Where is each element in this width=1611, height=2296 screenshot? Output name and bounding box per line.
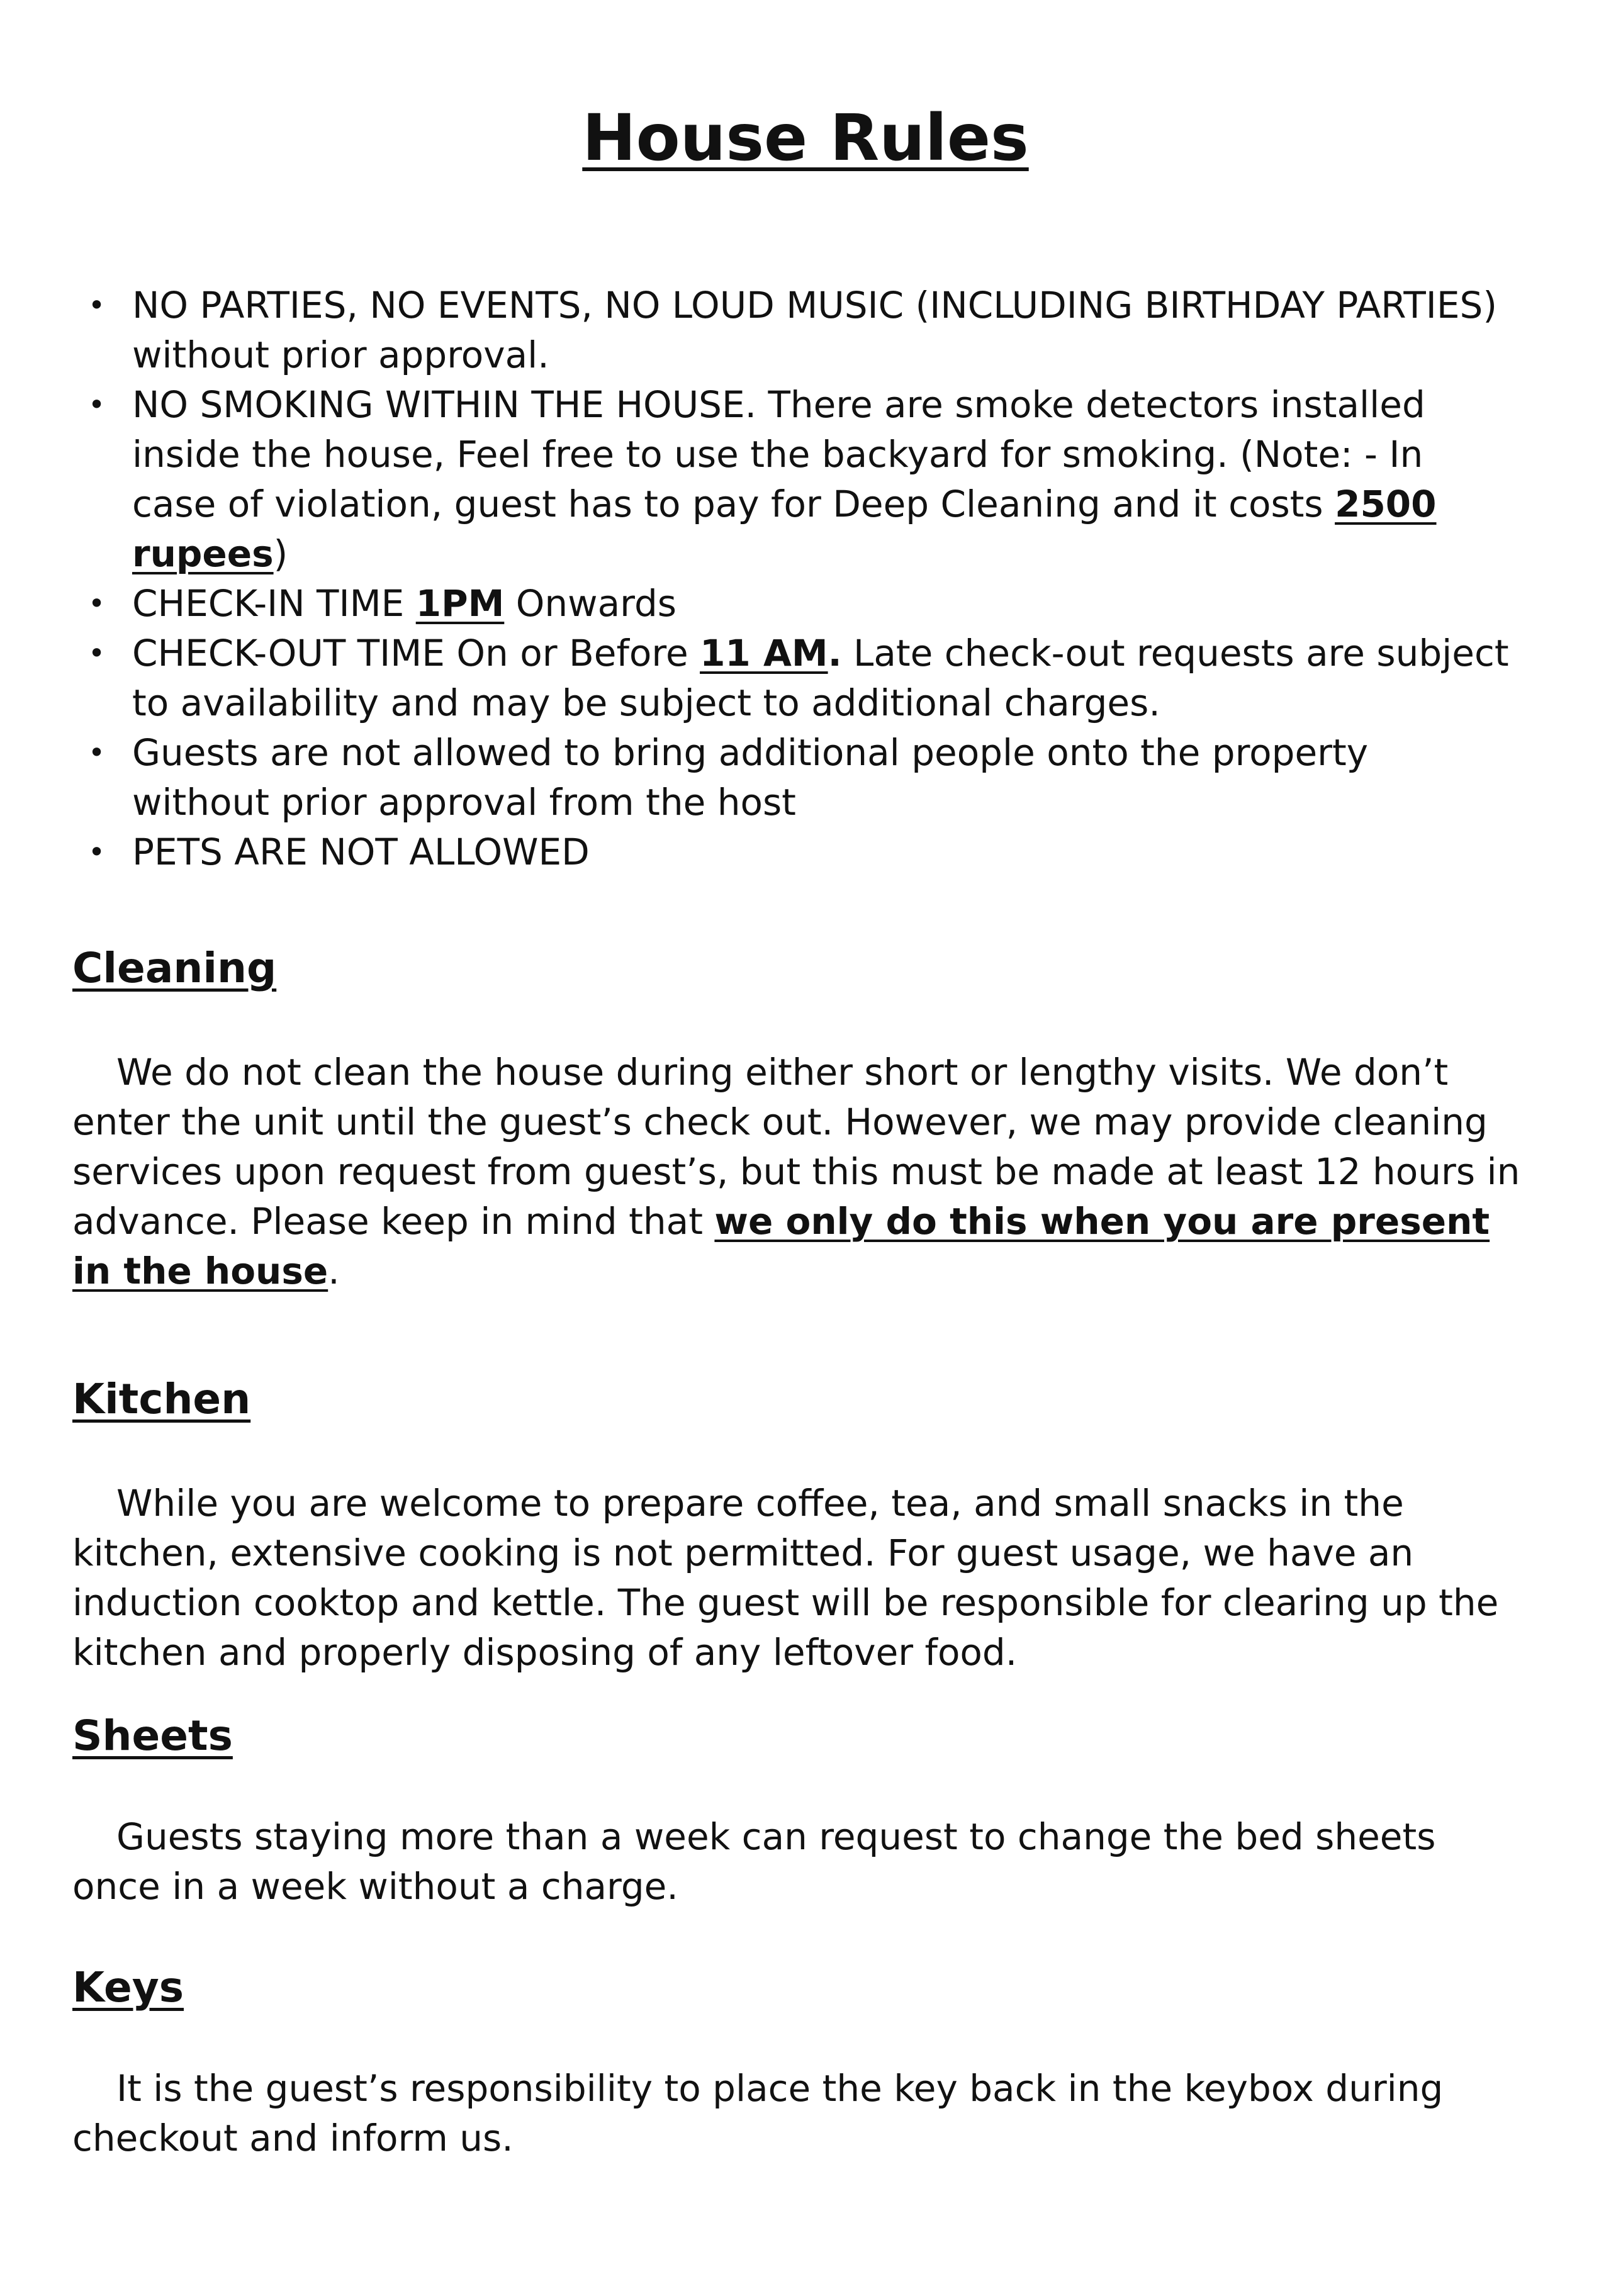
sheets-heading: Sheets	[72, 1711, 233, 1760]
rule-item	[88, 629, 1510, 728]
rule-text: CHECK-OUT TIME On or Before	[132, 632, 700, 675]
rule-text: PETS ARE NOT ALLOWED	[132, 831, 590, 873]
rule-text: NO SMOKING WITHIN THE HOUSE. There are smoke detectors installed inside the house, Feel free to use the backyard for smoking. (Note: - In case of violation, guest has to pay for Deep Cleaning and it costs	[132, 383, 1425, 525]
cleaning-paragraph	[72, 1048, 1526, 1296]
keys-paragraph: It is the guest’s responsibility to place the key back in the keybox during checkout and inform us.	[72, 2067, 1444, 2159]
rule-period: .	[828, 632, 842, 675]
bullet-icon: •	[88, 288, 106, 322]
cleaning-emphasis: we only do this when you are present in the house	[72, 1200, 1490, 1292]
rule-text: CHECK-IN TIME	[132, 582, 416, 625]
rule-text-end: Late check-out requests are subject to availability and may be subject to additional charges.	[132, 632, 1509, 724]
bullet-icon: •	[88, 388, 106, 422]
rule-text-end: Onwards	[504, 582, 676, 625]
kitchen-heading: Kitchen	[72, 1375, 251, 1423]
kitchen-paragraph: While you are welcome to prepare coffee, tea, and small snacks in the kitchen, extensive cooking is not permitted. For guest usage, we have an induction cooktop and kettle. The guest will be responsible for clearing up the kitchen and properly disposing of any leftover food.	[72, 1482, 1499, 1674]
check-in-time: 1PM	[415, 582, 505, 625]
cleaning-text-end: .	[328, 1250, 340, 1292]
rule-text-end: )	[273, 532, 288, 575]
keys-heading: Keys	[72, 1963, 184, 2012]
rule-item	[88, 281, 1510, 380]
rule-text: Guests are not allowed to bring additional people onto the property without prior approval from the host	[132, 731, 1369, 824]
rule-item	[88, 728, 1510, 827]
deep-cleaning-cost: 2500 rupees	[132, 483, 1437, 575]
rule-text: NO PARTIES, NO EVENTS, NO LOUD MUSIC (INCLUDING BIRTHDAY PARTIES) without prior approval.	[132, 284, 1497, 376]
rule-item	[88, 579, 1510, 629]
cleaning-text: We do not clean the house during either short or lengthy visits. We don’t enter the unit until the guest’s check out. However, we may provide cleaning services upon request from guest’s, but this must be made at least 12 hours in advance. Please keep in mind that	[72, 1051, 1520, 1243]
sheets-paragraph: Guests staying more than a week can request to change the bed sheets once in a week without a charge.	[72, 1815, 1436, 1908]
rule-item	[88, 827, 1510, 877]
page-title: House Rules	[582, 101, 1029, 176]
bullet-icon: •	[88, 736, 106, 770]
rule-item	[88, 380, 1510, 579]
house-rules-list	[88, 281, 1510, 877]
check-out-time: 11 AM	[700, 632, 828, 675]
cleaning-heading: Cleaning	[72, 944, 277, 992]
bullet-icon: •	[88, 636, 106, 670]
bullet-icon: •	[88, 835, 106, 869]
bullet-icon: •	[88, 586, 106, 620]
